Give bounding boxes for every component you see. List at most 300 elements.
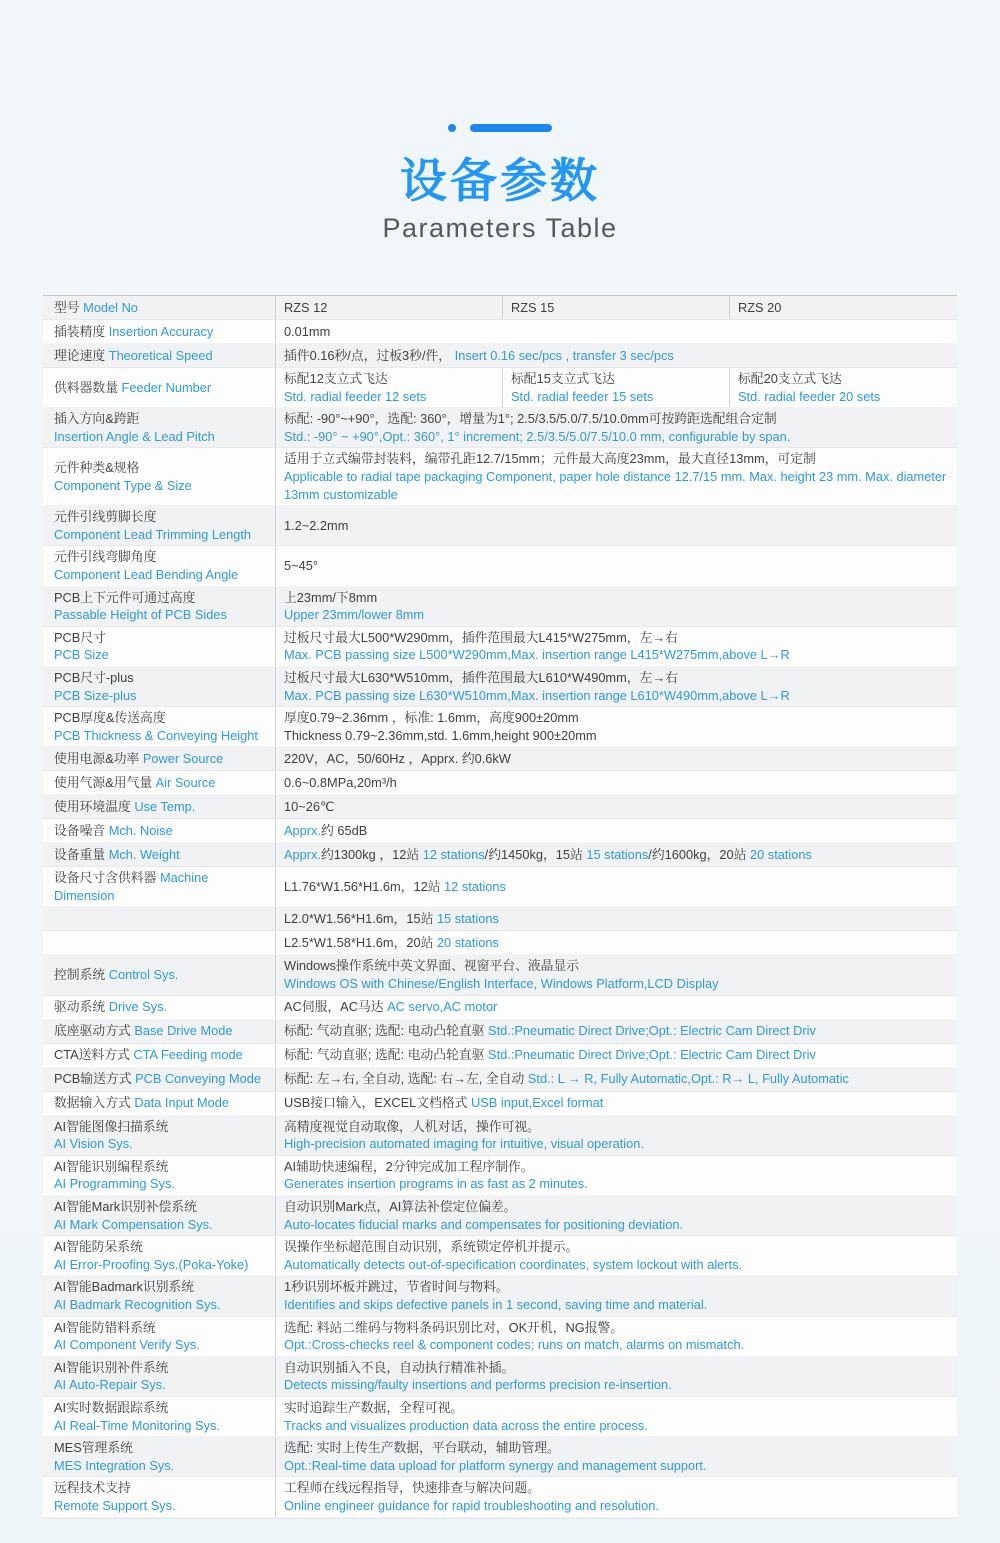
text-segment: Automatically detects out-of-specification coordinates, system lockout with alerts.	[284, 1256, 743, 1272]
table-row	[43, 627, 957, 667]
table-row	[43, 1276, 957, 1316]
label-line	[54, 379, 267, 397]
row-value	[275, 747, 957, 770]
table-row	[43, 368, 957, 408]
text-segment: 设备重量	[54, 846, 109, 862]
text-segment: Max. PCB passing size L630*W510mm,Max. insertion range L610*W490mm,above L→R	[284, 687, 790, 703]
row-value	[729, 368, 956, 407]
row-value	[275, 1044, 957, 1067]
text-segment: 高精度视觉自动取像，人机对话，操作可视。	[284, 1118, 540, 1134]
table-row	[43, 955, 957, 995]
text-segment: Detects missing/faulty insertions and performs precision re-insertion.	[284, 1377, 672, 1393]
value-line	[284, 1278, 949, 1296]
text-segment: 1.2~2.2mm	[284, 517, 349, 533]
row-label	[43, 1156, 275, 1195]
row-label	[43, 1477, 275, 1516]
label-line	[54, 1417, 267, 1435]
row-value	[275, 867, 957, 906]
text-segment: Insertion Angle & Lead Pitch	[54, 428, 215, 444]
value-line	[284, 1046, 949, 1064]
text-segment: PCB尺寸-plus	[54, 669, 134, 685]
text-segment: AI智能Badmark识别系统	[54, 1279, 195, 1295]
text-segment: 实时追踪生产数据，全程可视。	[284, 1399, 464, 1415]
text-segment: L1.76*W1.56*H1.6m，12站	[284, 879, 445, 895]
text-segment: MES Integration Sys.	[54, 1457, 175, 1473]
text-segment: Data Input Mode	[134, 1095, 229, 1111]
value-line	[284, 774, 949, 792]
row-value	[275, 368, 502, 407]
row-label	[43, 344, 275, 367]
label-line	[54, 1158, 267, 1176]
value-line	[284, 299, 494, 317]
table-row	[43, 320, 957, 344]
text-segment: 底座驱动方式	[54, 1023, 135, 1039]
text-segment: 10~26℃	[284, 798, 335, 814]
text-segment: /约1600kg，20站	[648, 846, 751, 862]
row-label	[43, 368, 275, 407]
value-line	[284, 323, 949, 341]
row-label	[43, 587, 275, 626]
row-value	[275, 1020, 957, 1043]
row-value	[275, 931, 957, 954]
text-segment: USB input,Excel format	[471, 1095, 604, 1111]
label-line	[54, 798, 267, 816]
text-segment: Base Drive Mode	[134, 1023, 233, 1039]
text-segment: Std.:Pneumatic Direct Drive;Opt.: Electric Cam Direct Driv	[488, 1023, 816, 1039]
row-label	[43, 1196, 275, 1235]
text-segment: 20 stations	[750, 846, 812, 862]
text-segment: 15 stations	[436, 911, 499, 927]
label-line	[54, 459, 267, 477]
value-line	[284, 370, 494, 388]
text-segment: AI Badmark Recognition Sys.	[54, 1297, 221, 1312]
text-segment: 标配20支立式飞达	[738, 371, 842, 386]
text-segment: AI Mark Compensation Sys.	[54, 1216, 213, 1232]
row-value	[275, 707, 957, 746]
text-segment: CTA送料方式	[54, 1047, 134, 1063]
table-row	[43, 546, 957, 586]
text-segment: Identifies and skips defective panels in 1 second, saving time and material.	[284, 1297, 708, 1312]
row-label	[43, 771, 275, 794]
value-line	[284, 468, 949, 503]
label-line	[54, 998, 267, 1016]
text-segment: Std. radial feeder 12 sets	[284, 388, 427, 404]
value-line	[284, 557, 949, 575]
row-label	[43, 448, 275, 505]
value-line	[284, 975, 949, 993]
text-segment: AI Error-Proofing Sys.(Poka-Yoke)	[54, 1256, 249, 1272]
table-row	[43, 1116, 957, 1156]
row-label	[43, 296, 275, 319]
text-segment: High-precision automated imaging for intuitive, visual operation.	[284, 1136, 644, 1152]
text-segment: 使用电源&功率	[54, 750, 143, 766]
text-segment: Std.: L → R, Fully Automatic,Opt.: R→ L, Fully Automatic	[527, 1071, 849, 1087]
value-line	[284, 1216, 949, 1234]
label-line	[54, 323, 267, 341]
text-segment: 12 stations	[444, 879, 506, 895]
text-segment: 过板尺寸最大L500*W290mm，插件范围最大L415*W275mm，左→右	[284, 629, 678, 645]
table-row	[43, 747, 957, 771]
row-value	[275, 1397, 957, 1436]
label-line	[54, 774, 267, 792]
label-line	[54, 508, 267, 526]
table-row	[43, 1357, 957, 1397]
label-line	[54, 526, 267, 544]
text-segment: 使用环境温度	[54, 798, 135, 814]
value-line	[511, 370, 721, 388]
table-row	[43, 408, 957, 448]
label-line	[54, 1118, 267, 1136]
row-value	[275, 1477, 957, 1516]
row-label	[43, 795, 275, 818]
value-line	[284, 1256, 949, 1274]
row-label	[43, 747, 275, 770]
value-line	[284, 1238, 949, 1256]
row-value	[275, 1092, 957, 1115]
row-label	[43, 931, 275, 954]
text-segment: 5~45°	[284, 558, 318, 574]
row-value	[275, 344, 957, 367]
row-value	[502, 296, 729, 319]
text-segment: Apprx.	[284, 846, 321, 862]
text-segment: 标配12支立式飞达	[284, 371, 388, 386]
text-segment: 插装精度	[54, 323, 109, 339]
text-segment: PCB输送方式	[54, 1071, 136, 1087]
row-label	[43, 1357, 275, 1396]
label-line	[54, 1175, 267, 1193]
row-value	[275, 546, 957, 585]
text-segment: Apprx.	[284, 822, 321, 838]
label-line	[54, 822, 267, 840]
value-line	[284, 410, 949, 428]
text-segment: AI智能防呆系统	[54, 1239, 143, 1255]
table-row	[43, 707, 957, 747]
row-value	[275, 1437, 957, 1476]
text-segment: 插入方向&跨距	[54, 411, 140, 427]
value-line	[284, 629, 949, 647]
value-line	[284, 727, 949, 745]
row-value	[275, 296, 502, 319]
text-segment: 标配: 左→右, 全自动, 选配: 右→左, 全自动	[284, 1071, 528, 1087]
text-segment: AI智能Mark识别补偿系统	[54, 1199, 197, 1215]
row-value	[729, 296, 956, 319]
row-value	[275, 1068, 957, 1091]
label-line	[54, 410, 267, 428]
text-segment: 约 65dB	[321, 822, 368, 838]
text-segment: 15 stations	[586, 846, 649, 862]
table-row	[43, 1317, 957, 1357]
table-row	[43, 931, 957, 955]
label-line	[54, 1198, 267, 1216]
text-segment: Model No	[83, 299, 138, 315]
value-line	[284, 428, 949, 446]
parameters-table	[43, 295, 957, 1519]
text-segment: 元件引线剪脚长度	[54, 509, 157, 525]
table-row	[43, 795, 957, 819]
text-segment: 选配: 料站二维码与物料条码识别比对，OK开机，NG报警。	[284, 1319, 624, 1335]
text-segment: AI Vision Sys.	[54, 1136, 133, 1152]
table-row	[43, 1236, 957, 1276]
label-line	[54, 669, 267, 687]
row-label	[43, 1397, 275, 1436]
text-segment: AI实时数据跟踪系统	[54, 1399, 169, 1415]
value-line	[284, 1497, 949, 1515]
text-segment: AI Real-Time Monitoring Sys.	[54, 1417, 220, 1433]
text-segment: Opt.:Real-time data upload for platform synergy and management support.	[284, 1457, 707, 1473]
decor-dot-icon	[448, 124, 456, 132]
value-line	[284, 517, 949, 535]
value-line	[284, 910, 949, 928]
table-row	[43, 1477, 957, 1517]
text-segment: PCB Thickness & Conveying Height	[54, 727, 258, 743]
label-line	[54, 428, 267, 446]
value-line	[284, 798, 949, 816]
text-segment: RZS 15	[511, 299, 555, 315]
table-row	[43, 587, 957, 627]
label-line	[54, 347, 267, 365]
value-line	[284, 1479, 949, 1497]
text-segment: AC servo,AC motor	[387, 999, 498, 1015]
text-segment: 标配: 气动直驱; 选配: 电动凸轮直驱	[284, 1023, 489, 1039]
row-label	[43, 546, 275, 585]
row-label	[43, 667, 275, 706]
text-segment: AI智能防错料系统	[54, 1319, 156, 1335]
value-line	[284, 606, 949, 624]
value-line	[284, 1198, 949, 1216]
text-segment: L2.0*W1.56*H1.6m，15站	[284, 911, 437, 927]
table-row	[43, 448, 957, 506]
text-segment: Auto-locates fiducial marks and compensates for positioning deviation.	[284, 1216, 684, 1232]
value-line	[284, 1094, 949, 1112]
value-line	[284, 822, 949, 840]
text-segment: Air Source	[155, 774, 216, 790]
table-row	[43, 819, 957, 843]
text-segment: Online engineer guidance for rapid troubleshooting and resolution.	[284, 1497, 659, 1513]
row-value	[275, 907, 957, 930]
text-segment: Power Source	[142, 750, 224, 766]
page-header	[0, 0, 1000, 242]
table-row	[43, 296, 957, 320]
text-segment: 标配: -90°~+90°，选配: 360°，增量为1°; 2.5/3.5/5.0/7.5/10.0mm可按跨距选配组合定制	[284, 411, 777, 427]
value-line	[284, 1439, 949, 1457]
value-line	[284, 1022, 949, 1040]
text-segment: Machine Dimension	[54, 870, 209, 903]
text-segment: Drive Sys.	[108, 999, 168, 1015]
text-segment: Use Temp.	[134, 798, 196, 814]
value-line	[284, 1399, 949, 1417]
label-line	[54, 1094, 267, 1112]
value-line	[284, 1118, 949, 1136]
value-line	[284, 646, 949, 664]
value-line	[284, 1417, 949, 1435]
table-row	[43, 1092, 957, 1116]
text-segment: AI辅助快速编程，2分钟完成加工程序制作。	[284, 1158, 534, 1174]
text-segment: Control Sys.	[108, 967, 179, 983]
text-segment: AI Component Verify Sys.	[54, 1337, 200, 1353]
row-label	[43, 506, 275, 545]
label-line	[54, 1296, 267, 1314]
text-segment: Theoretical Speed	[108, 347, 213, 363]
row-value	[275, 627, 957, 666]
row-value	[275, 408, 957, 447]
text-segment: Thickness 0.79~2.36mm,std. 1.6mm,height 900±20mm	[284, 727, 597, 743]
text-segment: 适用于立式编带封装料，编带孔距12.7/15mm；元件最大高度23mm，最大直径13mm，可定制	[284, 451, 816, 467]
text-segment: USB接口输入，EXCEL文档格式	[284, 1095, 472, 1111]
text-segment: AC伺服，AC马达	[284, 999, 388, 1015]
label-line	[54, 1238, 267, 1256]
table-row	[43, 1068, 957, 1092]
row-label	[43, 1044, 275, 1067]
value-line	[284, 1336, 949, 1354]
text-segment: AI Auto-Repair Sys.	[54, 1377, 166, 1393]
text-segment: Upper 23mm/lower 8mm	[284, 607, 425, 623]
table-row	[43, 771, 957, 795]
text-segment: 自动识别Mark点，AI算法补偿定位偏差。	[284, 1199, 517, 1215]
row-label	[43, 1068, 275, 1091]
row-value	[275, 1236, 957, 1275]
text-segment: Remote Support Sys.	[54, 1497, 176, 1513]
value-line	[284, 1376, 949, 1394]
text-segment: 厚度0.79~2.36mm ，标准: 1.6mm，高度900±20mm	[284, 710, 579, 726]
row-value	[275, 587, 957, 626]
text-segment: Component Lead Trimming Length	[54, 526, 252, 542]
text-segment: MES管理系统	[54, 1440, 133, 1456]
text-segment: Mch. Weight	[108, 846, 180, 862]
value-line	[284, 450, 949, 468]
text-segment: PCB上下元件可通过高度	[54, 589, 196, 605]
text-segment: /约1450kg，15站	[484, 846, 587, 862]
text-segment: 20 stations	[436, 935, 499, 951]
table-row	[43, 1437, 957, 1477]
label-line	[54, 477, 267, 495]
text-segment: 型号	[54, 299, 84, 315]
text-segment: 约1300kg ，12站	[321, 846, 423, 862]
text-segment: Windows操作系统中英文界面、视窗平台、液晶显示	[284, 958, 580, 974]
page-title: 设备参数	[400, 154, 600, 207]
text-segment: CTA Feeding mode	[133, 1047, 243, 1063]
row-value	[275, 506, 957, 545]
row-label	[43, 907, 275, 930]
text-segment: 标配: 气动直驱; 选配: 电动凸轮直驱	[284, 1047, 489, 1063]
text-segment: Component Lead Bending Angle	[54, 566, 239, 582]
text-segment: 设备尺寸含供料器	[54, 870, 160, 886]
row-value	[275, 448, 957, 505]
text-segment: RZS 12	[284, 299, 328, 315]
title-decoration	[0, 123, 1000, 132]
text-segment: PCB Size-plus	[54, 687, 137, 703]
decor-line-icon	[470, 124, 552, 132]
text-segment: 12 stations	[422, 846, 485, 862]
row-label	[43, 320, 275, 343]
text-segment: AI智能识别补件系统	[54, 1359, 169, 1375]
text-segment: Std.: -90° ~ +90°,Opt.: 360°, 1° increment; 2.5/3.5/5.0/7.5/10.0 mm, configurable by span.	[284, 428, 791, 444]
label-line	[54, 1319, 267, 1337]
table-row	[43, 1397, 957, 1437]
label-line	[54, 1439, 267, 1457]
table-row	[43, 907, 957, 931]
text-segment: 理论速度	[54, 347, 109, 363]
text-segment: Mch. Noise	[108, 822, 173, 838]
label-line	[54, 1256, 267, 1274]
row-label	[43, 843, 275, 866]
text-segment: Generates insertion programs in as fast as 2 minutes.	[284, 1176, 588, 1192]
text-segment: PCB Conveying Mode	[135, 1071, 261, 1087]
text-segment: Feeder Number	[121, 379, 212, 395]
label-line	[54, 1216, 267, 1234]
page-subtitle: Parameters Table	[382, 213, 618, 243]
value-line	[284, 934, 949, 952]
text-segment: Applicable to radial tape packaging Component, paper hole distance 12.7/15 mm. Max. height 23 mm. Max. diameter 13mm customizable	[284, 468, 947, 502]
value-line	[284, 1457, 949, 1475]
value-line	[284, 998, 949, 1016]
row-label	[43, 707, 275, 746]
value-line	[738, 370, 948, 388]
row-label	[43, 408, 275, 447]
value-line	[284, 750, 949, 768]
row-label	[43, 1116, 275, 1155]
label-line	[54, 1479, 267, 1497]
table-row	[43, 1020, 957, 1044]
table-row	[43, 996, 957, 1020]
value-line	[284, 388, 494, 406]
text-segment: 元件引线弯脚角度	[54, 549, 157, 565]
text-segment: 选配: 实时上传生产数据，平台联动，辅助管理。	[284, 1440, 560, 1456]
text-segment: PCB厚度&传送高度	[54, 710, 166, 726]
value-line	[738, 388, 948, 406]
text-segment: PCB尺寸	[54, 629, 106, 645]
value-line	[284, 957, 949, 975]
label-line	[54, 1497, 267, 1515]
row-value	[275, 996, 957, 1019]
text-segment: Component Type & Size	[54, 477, 192, 493]
text-segment: 上23mm/下8mm	[284, 589, 378, 605]
value-line	[284, 347, 949, 365]
label-line	[54, 548, 267, 566]
value-line	[284, 669, 949, 687]
label-line	[54, 566, 267, 584]
row-label	[43, 1317, 275, 1356]
text-segment: AI智能图像扫描系统	[54, 1118, 169, 1134]
label-line	[54, 687, 267, 705]
label-line	[54, 709, 267, 727]
text-segment: 误操作坐标超范围自动识别，系统锁定停机并提示。	[284, 1239, 579, 1255]
value-line	[284, 1070, 949, 1088]
row-label	[43, 1437, 275, 1476]
row-value	[275, 955, 957, 994]
row-label	[43, 819, 275, 842]
value-line	[284, 878, 949, 896]
text-segment: 自动识别插入不良，自动执行精准补插。	[284, 1359, 515, 1375]
text-segment: AI智能识别编程系统	[54, 1158, 169, 1174]
text-segment: 设备噪音	[54, 822, 109, 838]
row-value	[275, 1196, 957, 1235]
label-line	[54, 727, 267, 745]
label-line	[54, 1399, 267, 1417]
text-segment: Max. PCB passing size L500*W290mm,Max. insertion range L415*W275mm,above L→R	[284, 647, 790, 663]
text-segment: 控制系统	[54, 967, 109, 983]
table-row	[43, 344, 957, 368]
text-segment: 220V，AC，50/60Hz ，Apprx. 约0.6kW	[284, 750, 511, 766]
table-row	[43, 843, 957, 867]
text-segment: 数据输入方式	[54, 1095, 135, 1111]
label-line	[54, 1278, 267, 1296]
text-segment: Std. radial feeder 15 sets	[511, 388, 654, 404]
value-line	[511, 299, 721, 317]
text-segment: 使用气源&用气量	[54, 774, 156, 790]
row-value	[275, 1357, 957, 1396]
text-segment: RZS 20	[738, 299, 782, 315]
text-segment: 元件种类&规格	[54, 460, 140, 476]
